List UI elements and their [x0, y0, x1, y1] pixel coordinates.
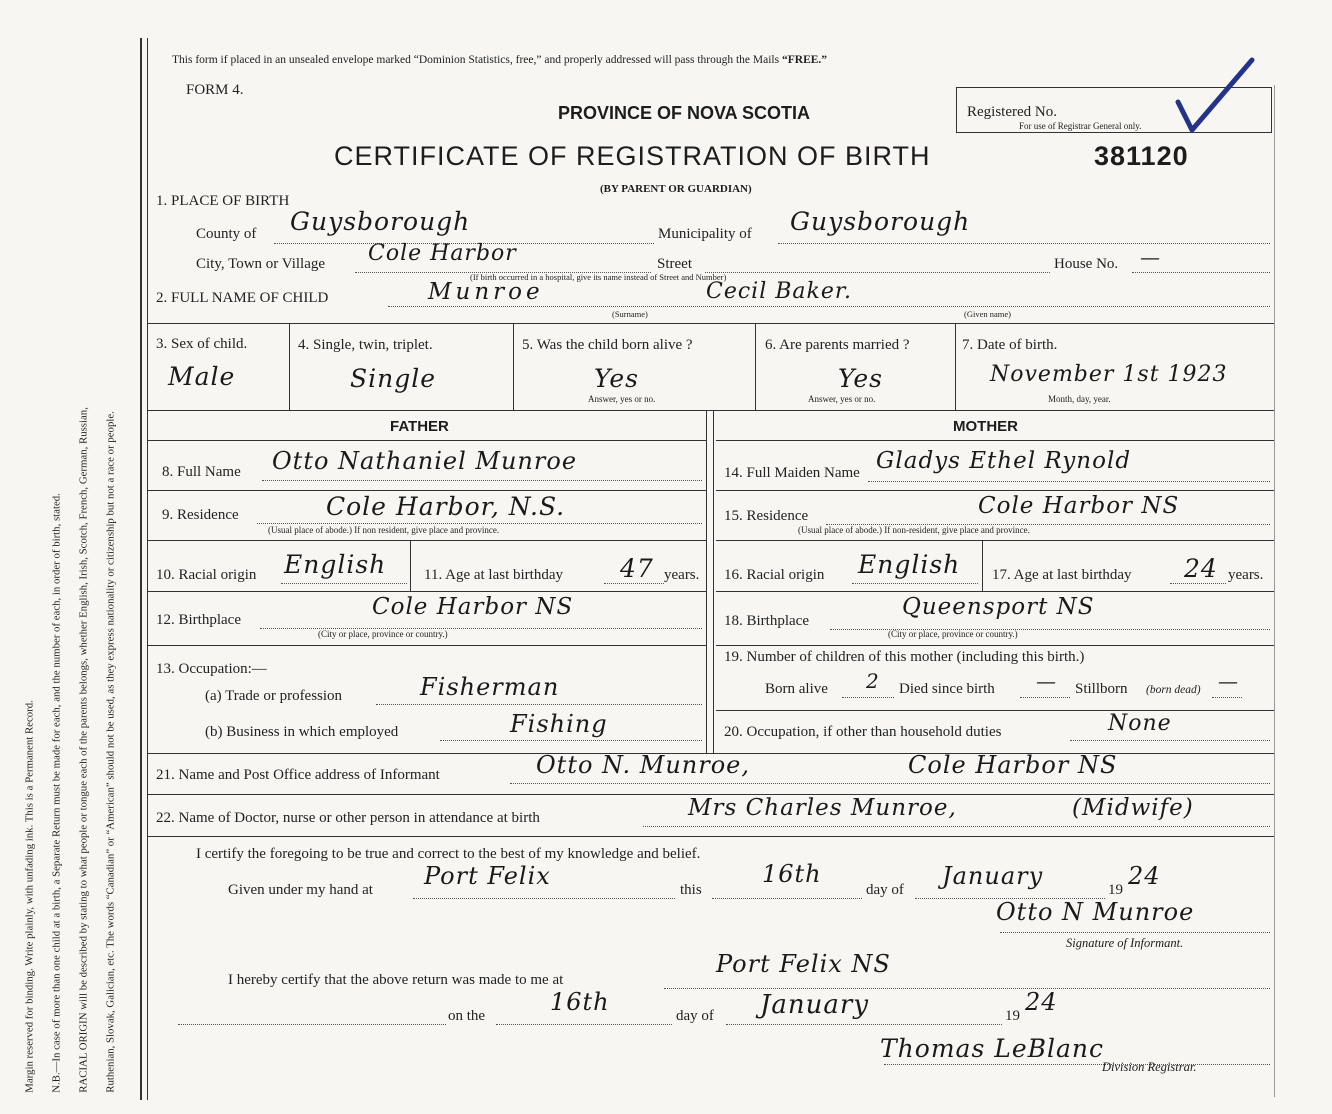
- mail-note: [172, 54, 827, 66]
- father-age-value: 47: [620, 554, 654, 583]
- house-label: House No.: [1054, 256, 1119, 272]
- mother-birthplace-caption: (City or place, province or country.): [888, 629, 1018, 639]
- on-the-label: on the: [448, 1008, 486, 1024]
- return-day-line: [496, 1024, 672, 1025]
- trade-label: (a) Trade or profession: [205, 688, 343, 704]
- form-number: FORM 4.: [186, 82, 244, 98]
- document-subtitle: (BY PARENT OR GUARDIAN): [600, 183, 752, 195]
- mail-note-text: This form if placed in an unsealed envelope marked “Dominion Statistics, free,” and properly addressed will pass through the Mails: [172, 54, 780, 66]
- return-day-value: 16th: [550, 988, 610, 1016]
- municipality-label: Municipality of: [658, 226, 752, 242]
- mother-name-value: Gladys Ethel Rynold: [876, 448, 1132, 474]
- registrar-signature: Thomas LeBlanc: [880, 1034, 1104, 1063]
- dob-label: 7. Date of birth.: [962, 337, 1058, 353]
- province-heading: PROVINCE OF NOVA SCOTIA: [558, 103, 811, 123]
- day-of-label: day of: [866, 882, 904, 898]
- sex-label: 3. Sex of child.: [156, 336, 248, 352]
- margin-line: RACIAL ORIGIN will be described by stating to what people or tongue each of the parents belongs, whether English, Irish, Scotch, French, German, Russian,: [76, 407, 89, 1093]
- return-place-line: [664, 988, 1270, 989]
- stillborn-line: [1212, 697, 1242, 698]
- given-day-value: 16th: [762, 860, 822, 888]
- stillborn-note: (born dead): [1146, 684, 1201, 696]
- trade-line: [376, 704, 702, 705]
- father-birthplace-label: 12. Birthplace: [156, 612, 241, 628]
- rule: [755, 324, 756, 411]
- rule: [410, 541, 411, 592]
- doctor-name-value: Mrs Charles Munroe,: [688, 795, 957, 821]
- alive-caption: Answer, yes or no.: [588, 394, 656, 404]
- mother-age-line: [1170, 583, 1226, 584]
- father-birthplace-caption: (City or place, province or country.): [318, 629, 448, 639]
- certify-statement: I certify the foregoing to be true and correct to the best of my knowledge and belief.: [196, 846, 701, 862]
- died-label: Died since birth: [899, 681, 995, 697]
- father-residence-caption: (Usual place of abode.) If non resident, give place and province.: [268, 525, 500, 535]
- given-day-line: [712, 898, 862, 899]
- mother-name-label: 14. Full Maiden Name: [724, 465, 860, 481]
- stillborn-value: —: [1218, 669, 1239, 693]
- informant-name-value: Otto N. Munroe,: [536, 751, 751, 779]
- year-prefix-label: 19: [1108, 882, 1123, 898]
- rule: [147, 645, 706, 646]
- father-name-value: Otto Nathaniel Munroe: [272, 447, 578, 475]
- stillborn-label: Stillborn: [1075, 681, 1128, 697]
- registrar-signature-label: Division Registrar.: [1102, 1060, 1197, 1074]
- rule: [716, 540, 1274, 541]
- mother-residence-caption: (Usual place of abode.) If non-resident, give place and province.: [798, 525, 1030, 535]
- business-label: (b) Business in which employed: [205, 724, 399, 740]
- given-under-label: Given under my hand at: [228, 882, 373, 898]
- informant-label: 21. Name and Post Office address of Informant: [156, 767, 440, 783]
- rule: [289, 324, 290, 411]
- rule: [982, 541, 983, 592]
- father-birthplace-value: Cole Harbor NS: [372, 594, 574, 620]
- street-line: [705, 272, 1050, 273]
- informant-signature-line: [1000, 932, 1270, 933]
- rule: [716, 645, 1274, 646]
- died-line: [1020, 697, 1070, 698]
- children-count-label: 19. Number of children of this mother (including this birth.): [724, 649, 1085, 665]
- registrar-line: [178, 1024, 446, 1025]
- rule: [147, 591, 706, 592]
- informant-address-value: Cole Harbor NS: [908, 751, 1118, 779]
- doctor-label: 22. Name of Doctor, nurse or other person in attendance at birth: [156, 810, 540, 826]
- mother-residence-value: Cole Harbor NS: [978, 493, 1180, 519]
- surname-caption: (Surname): [612, 309, 648, 319]
- father-age-line: [604, 583, 664, 584]
- occupation-label: 13. Occupation:—: [156, 661, 267, 677]
- alive-value: Yes: [594, 364, 639, 393]
- father-age-label: 11. Age at last birthday: [424, 567, 563, 583]
- father-name-label: 8. Full Name: [162, 464, 241, 480]
- rule: [147, 490, 706, 491]
- rule: [716, 440, 1274, 441]
- mother-name-line: [868, 481, 1270, 482]
- business-line: [440, 740, 702, 741]
- father-racial-label: 10. Racial origin: [156, 567, 257, 583]
- alive-label: 5. Was the child born alive ?: [522, 337, 693, 353]
- return-month-value: January: [760, 990, 870, 1020]
- mother-racial-value: English: [858, 550, 961, 579]
- sex-value: Male: [168, 362, 236, 391]
- hospital-note: (If birth occurred in a hospital, give its name instead of Street and Number): [470, 272, 727, 282]
- return-place-value: Port Felix NS: [716, 950, 891, 978]
- informant-signature: Otto N Munroe: [996, 898, 1195, 926]
- given-caption: (Given name): [964, 309, 1011, 319]
- mother-occupation-label: 20. Occupation, if other than household duties: [724, 724, 1002, 740]
- return-month-line: [726, 1024, 1002, 1025]
- registration-number: 381120: [1094, 141, 1189, 171]
- father-residence-label: 9. Residence: [162, 507, 239, 523]
- father-racial-value: English: [284, 550, 387, 579]
- rule: [147, 440, 706, 441]
- margin-line: Ruthenian, Slovak, Galician, etc. The words “Canadian” or “American” should not be used, as they express nationality or citizenship but not a race or people.: [103, 411, 116, 1093]
- rule: [716, 591, 1274, 592]
- mother-age-label: 17. Age at last birthday: [992, 567, 1132, 583]
- given-year-value: 24: [1128, 862, 1161, 890]
- margin-line: Margin reserved for binding. Write plainly, with unfading ink. This is a Permanent Record.: [22, 700, 35, 1093]
- mother-racial-line: [852, 583, 978, 584]
- municipality-line: [778, 243, 1270, 244]
- child-name-label: 2. FULL NAME OF CHILD: [156, 290, 329, 306]
- mother-occupation-value: None: [1108, 711, 1172, 736]
- rule: [716, 490, 1274, 491]
- given-place-value: Port Felix: [424, 862, 551, 890]
- return-day-of-label: day of: [676, 1008, 714, 1024]
- father-age-unit: years.: [664, 567, 700, 583]
- doctor-line: [643, 826, 1270, 827]
- trade-value: Fisherman: [420, 673, 560, 701]
- rule: [716, 710, 1274, 711]
- mother-age-value: 24: [1184, 554, 1218, 583]
- municipality-value: Guysborough: [790, 207, 971, 236]
- child-surname-value: Munroe: [428, 279, 544, 305]
- father-name-line: [262, 480, 702, 481]
- rule: [147, 836, 1274, 837]
- informant-signature-label: Signature of Informant.: [1066, 936, 1184, 950]
- house-line: [1132, 272, 1270, 273]
- mother-occupation-line: [1070, 740, 1270, 741]
- county-value: Guysborough: [290, 207, 471, 236]
- father-residence-value: Cole Harbor, N.S.: [326, 492, 566, 521]
- registrar-note: For use of Registrar General only.: [1019, 121, 1142, 131]
- street-label: Street: [657, 256, 692, 272]
- born-alive-value: 2: [866, 669, 880, 693]
- margin-instructions: [9, 93, 131, 1093]
- dob-value: November 1st 1923: [990, 362, 1228, 387]
- margin-rule: [140, 38, 142, 1100]
- right-rule: [1274, 85, 1275, 1097]
- child-name-line: [388, 306, 1270, 307]
- given-place-line: [413, 898, 675, 899]
- return-year-value: 24: [1025, 988, 1058, 1016]
- rule: [147, 323, 1274, 324]
- mother-age-unit: years.: [1228, 567, 1264, 583]
- rule: [147, 540, 706, 541]
- mother-heading: MOTHER: [953, 418, 1018, 435]
- married-caption: Answer, yes or no.: [808, 394, 876, 404]
- married-label: 6. Are parents married ?: [765, 337, 910, 353]
- mother-birthplace-label: 18. Birthplace: [724, 613, 809, 629]
- father-heading: FATHER: [390, 418, 449, 435]
- rule: [147, 410, 1274, 411]
- registered-label: Registered No.: [967, 104, 1057, 120]
- county-label: County of: [196, 226, 257, 242]
- doctor-role-value: (Midwife): [1072, 795, 1194, 821]
- born-alive-label: Born alive: [765, 681, 828, 697]
- mail-note-free: “FREE.”: [781, 54, 828, 66]
- married-value: Yes: [838, 364, 883, 393]
- rule: [706, 411, 707, 753]
- city-label: City, Town or Village: [196, 256, 326, 272]
- given-month-value: January: [942, 862, 1044, 890]
- place-of-birth-heading: 1. PLACE OF BIRTH: [156, 193, 290, 209]
- plurality-value: Single: [350, 364, 437, 393]
- dob-caption: Month, day, year.: [1048, 394, 1111, 404]
- margin-line: N.B.—In case of more than one child at a birth, a Separate Return must be made for each, and the number of each, in order of birth, stated.: [49, 493, 62, 1093]
- return-year-prefix-label: 19: [1005, 1008, 1020, 1024]
- father-racial-line: [281, 583, 407, 584]
- check-mark-icon: [1170, 52, 1260, 142]
- margin-rule: [147, 38, 148, 1100]
- city-value: Cole Harbor: [368, 241, 517, 266]
- informant-line: [510, 783, 1270, 784]
- this-label: this: [680, 882, 702, 898]
- business-value: Fishing: [510, 710, 608, 738]
- return-label: I hereby certify that the above return was made to me at: [228, 972, 564, 988]
- died-value: —: [1036, 669, 1057, 693]
- rule: [713, 411, 714, 753]
- mother-racial-label: 16. Racial origin: [724, 567, 825, 583]
- child-given-value: Cecil Baker.: [706, 279, 852, 304]
- registrar-signature-line: [884, 1064, 1270, 1065]
- rule: [513, 324, 514, 411]
- mother-residence-label: 15. Residence: [724, 508, 809, 524]
- father-residence-line: [257, 523, 702, 524]
- mother-birthplace-value: Queensport NS: [902, 594, 1095, 620]
- rule: [955, 324, 956, 411]
- plurality-label: 4. Single, twin, triplet.: [298, 337, 433, 353]
- document-title: CERTIFICATE OF REGISTRATION OF BIRTH: [334, 141, 931, 171]
- born-alive-line: [842, 697, 894, 698]
- house-value: —: [1140, 245, 1161, 269]
